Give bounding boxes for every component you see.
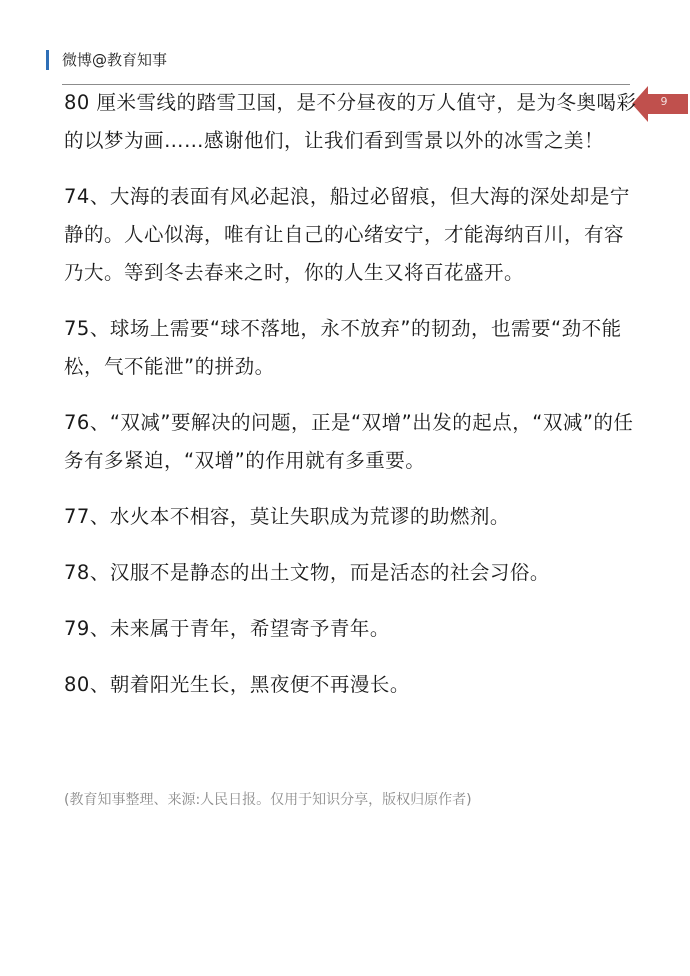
header-title: 微博@教育知事 [62, 51, 168, 69]
paragraph: 77、水火本不相容，莫让失职成为荒谬的助燃剂。 [64, 505, 510, 528]
paragraph: 78、汉服不是静态的出土文物，而是活态的社会习俗。 [64, 561, 550, 584]
paragraph: 74、大海的表面有风必起浪，船过必留痕，但大海的深处却是宁静的。人心似海，唯有让自己的心绪安宁，才能海纳百川，有容乃大。等到冬去春来之时，你的人生又将百花盛开。 [64, 185, 630, 284]
paragraph: 80 厘米雪线的踏雪卫国，是不分昼夜的万人值守，是为冬奥喝彩的以梦为画……感谢他们，让我们看到雪景以外的冰雪之美！ [64, 91, 637, 152]
paragraph: 79、未来属于青年，希望寄予青年。 [64, 617, 390, 640]
article-body [64, 84, 638, 722]
source-note: (教育知事整理、来源:人民日报。仅用于知识分享，版权归原作者) [64, 792, 472, 808]
page-marker [632, 86, 688, 122]
paragraph: 76、“双减”要解决的问题，正是“双增”出发的起点，“双减”的任务有多紧迫，“双增”的作用就有多重要。 [64, 411, 634, 472]
header-accent-bar [46, 50, 49, 70]
page-number: 9 [660, 95, 668, 108]
paragraph: 80、朝着阳光生长，黑夜便不再漫长。 [64, 673, 410, 696]
paragraph: 75、球场上需要“球不落地，永不放弃”的韧劲，也需要“劲不能松，气不能泄”的拼劲。 [64, 317, 622, 378]
